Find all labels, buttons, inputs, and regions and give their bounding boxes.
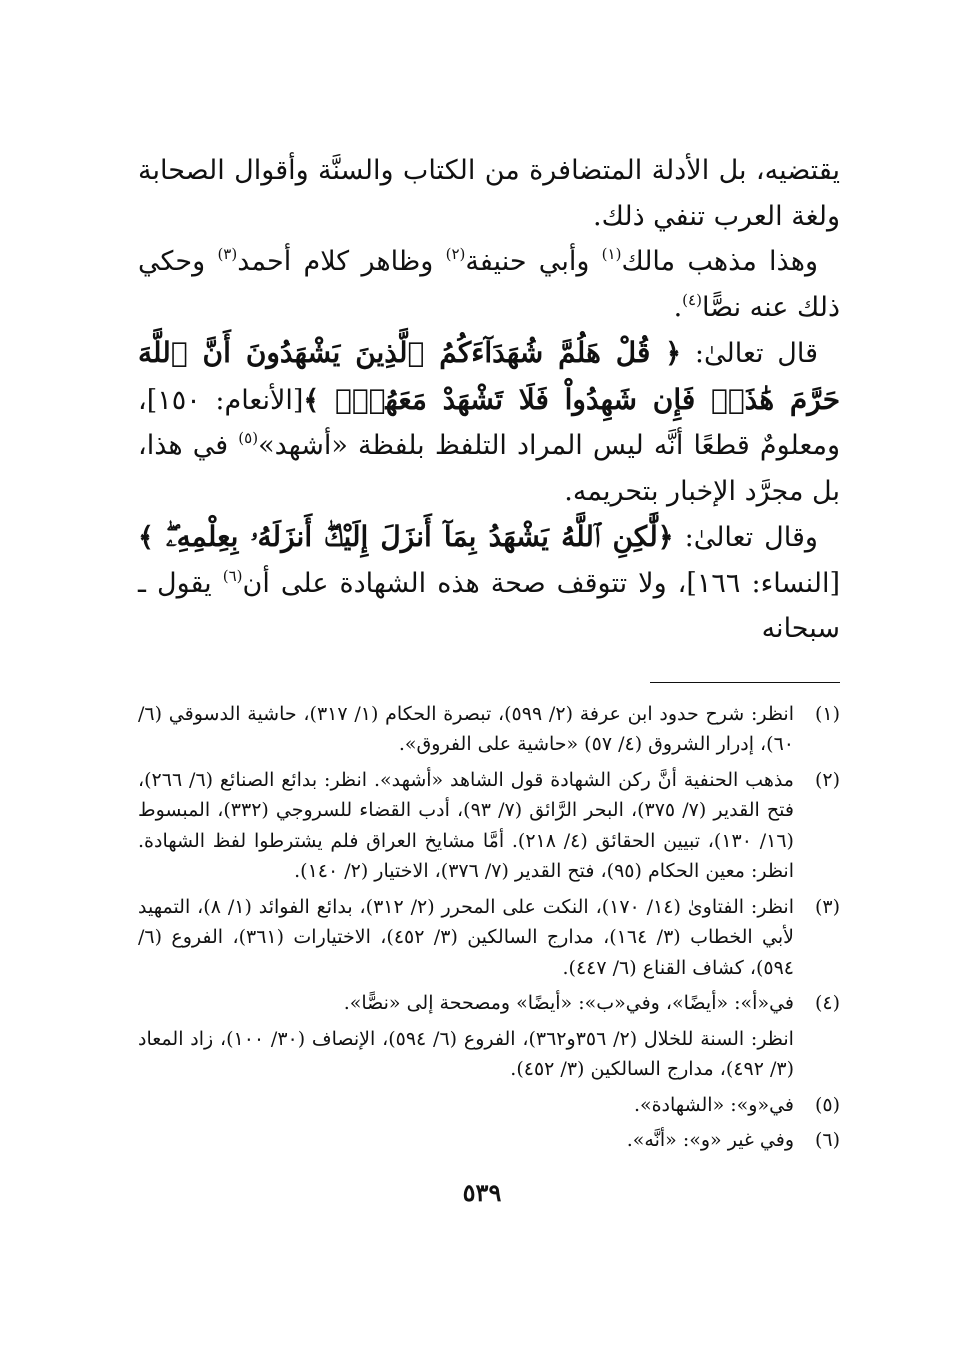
quran-verse-anam: قُلْ هَلُمَّ شُهَدَآءَكُمُ ٱلَّذِينَ يَشْهَدُونَ أَنَّ ٱللَّهَ حَرَّمَ هَٰذَاۖ فَإِن شَهِدُواْ فَلَا تَشْهَدْ مَعَهُمْۚ — [138, 336, 840, 416]
footnote-3 — [138, 892, 840, 984]
ornate-bracket-open: ﴿ — [665, 338, 682, 369]
text-run: وهذا مذهب مالك — [621, 246, 819, 277]
footnote-number: (٣) — [814, 895, 840, 918]
footnote-6 — [138, 1125, 840, 1156]
footnote-separator — [650, 682, 840, 683]
footnote-number: (٢) — [814, 768, 840, 791]
footnote-text: في«و»: «الشهادة». — [633, 1093, 794, 1116]
footnote-text: في«أ»: «أيضًا»، وفي«ب»: «أيضًا» ومصححة إلى «نصًّا». — [343, 992, 794, 1014]
footnote-text: مذهب الحنفية أنَّ ركن الشهادة قول الشاهد «أشهد». انظر: بدائع الصنائع (٦/ ٢٦٦)، فتح القدير (٧/ ٣٧٥)، البحر الرَّائق (٧/ ٩٣)، أدب القضاء للسروجي (٣٣٢)، المبسوط (١٦/ ١٣٠)، تبيين الحقائق (٤/ ٢١٨). أمَّا مشايخ العراق فلم يشترطوا لفظ الشهادة. انظر: معين الحكام (٩٥)، فتح القدير (٧/ ٣٧٦)، الاختيار (٢/ ١٤٠). — [138, 768, 795, 882]
paragraph-4 — [138, 514, 840, 652]
footnote-text: وفي غير «و»: «أنَّه». — [626, 1129, 794, 1151]
footnote-text: انظر: الفتاوىٰ (١٤/ ١٧٠)، النكت على المحرر (٢/ ٣١٢)، بدائع الفوائد (١/ ٨)، التمهيد لأبي الخطاب (٣/ ١٦٤)، مدارج السالكين (٣/ ٤٥٢)، الاختيارات (٣٦١)، الفروع (٦/ ٥٩٤)، كشاف القناع (٦/ ٤٤٧). — [138, 895, 795, 979]
footnote-number: (١) — [814, 702, 840, 725]
paragraph-2 — [138, 239, 840, 330]
footnote-4-continuation: انظر: السنة للخلال (٢/ ٣٥٦و٣٦٢)، الفروع (٦/ ٥٩٤)، الإنصاف (٣٠/ ١٠٠)، زاد المعاد (٣/ ٤٩٢)، مدارج السالكين (٣/ ٤٥٢). — [138, 1027, 794, 1080]
text-run: وحكي ذلك عنه نصًّا — [138, 246, 840, 323]
footnotes — [138, 699, 840, 1156]
footnote-5 — [138, 1090, 840, 1121]
text-run: [الأنعام: ١٥٠]، ومعلومٌ قطعًا أنَّه ليس المراد التلفظ بلفظة «أشهد» — [138, 384, 840, 461]
footnote-1 — [138, 699, 840, 760]
footnote-text: انظر: شرح حدود ابن عرفة (٢/ ٥٩٩)، تبصرة الحكام (١/ ٣١٧)، حاشية الدسوقي (٦/ ٦٠)، إدرار الشروق (٤/ ٥٧) «حاشية على الفروق». — [138, 702, 794, 755]
footnote-number: (٥) — [814, 1093, 840, 1116]
footnote-ref-2[interactable]: (٢) — [445, 244, 466, 263]
footnote-ref-3[interactable]: (٣) — [217, 244, 238, 263]
text-run: يقول ـ سبحانه — [138, 567, 840, 644]
text-run: قال تعالىٰ: — [681, 338, 818, 369]
footnote-ref-1[interactable]: (١) — [601, 244, 622, 263]
ornate-bracket-close: ﴾ — [303, 384, 320, 416]
footnote-number: (٤) — [814, 992, 840, 1014]
footnote-number: (٦) — [814, 1129, 840, 1151]
paragraph-3 — [138, 330, 840, 514]
ornate-bracket-close: ﴾ — [138, 522, 154, 553]
text-run: في هذا، بل مجرَّد الإخبار بتحريمه. — [138, 430, 840, 507]
quran-verse-nisa: لَّٰكِنِ ٱللَّهُ يَشْهَدُ بِمَآ أَنزَلَ إِلَيْكَۖ أَنزَلَهُۥ بِعِلْمِهِۦۖ — [153, 520, 658, 553]
text-run: وظاهر كلام أحمد — [237, 246, 446, 277]
text-run: [النساء: ١٦٦]، ولا تتوقف صحة هذه الشهادة على أن — [242, 567, 840, 599]
text-run: وأبي حنيفة — [465, 246, 602, 277]
ornate-bracket-open: ﴿ — [657, 522, 674, 553]
footnote-ref-5[interactable]: (٥) — [238, 428, 259, 447]
page-content — [138, 148, 840, 1161]
paragraph-1: يقتضيه، بل الأدلة المتضافرة من الكتاب والسنَّة وأقوال الصحابة ولغة العرب تنفي ذلك. — [138, 155, 840, 232]
text-run: وقال تعالىٰ: — [673, 522, 818, 553]
text-run: . — [673, 291, 683, 323]
main-text — [138, 148, 840, 652]
footnote-ref-4[interactable]: (٤) — [682, 290, 702, 309]
footnote-2 — [138, 765, 840, 887]
footnote-4 — [138, 988, 840, 1019]
footnote-ref-6[interactable]: (٦) — [222, 566, 243, 585]
page-number: ٥٣٩ — [462, 1178, 502, 1207]
